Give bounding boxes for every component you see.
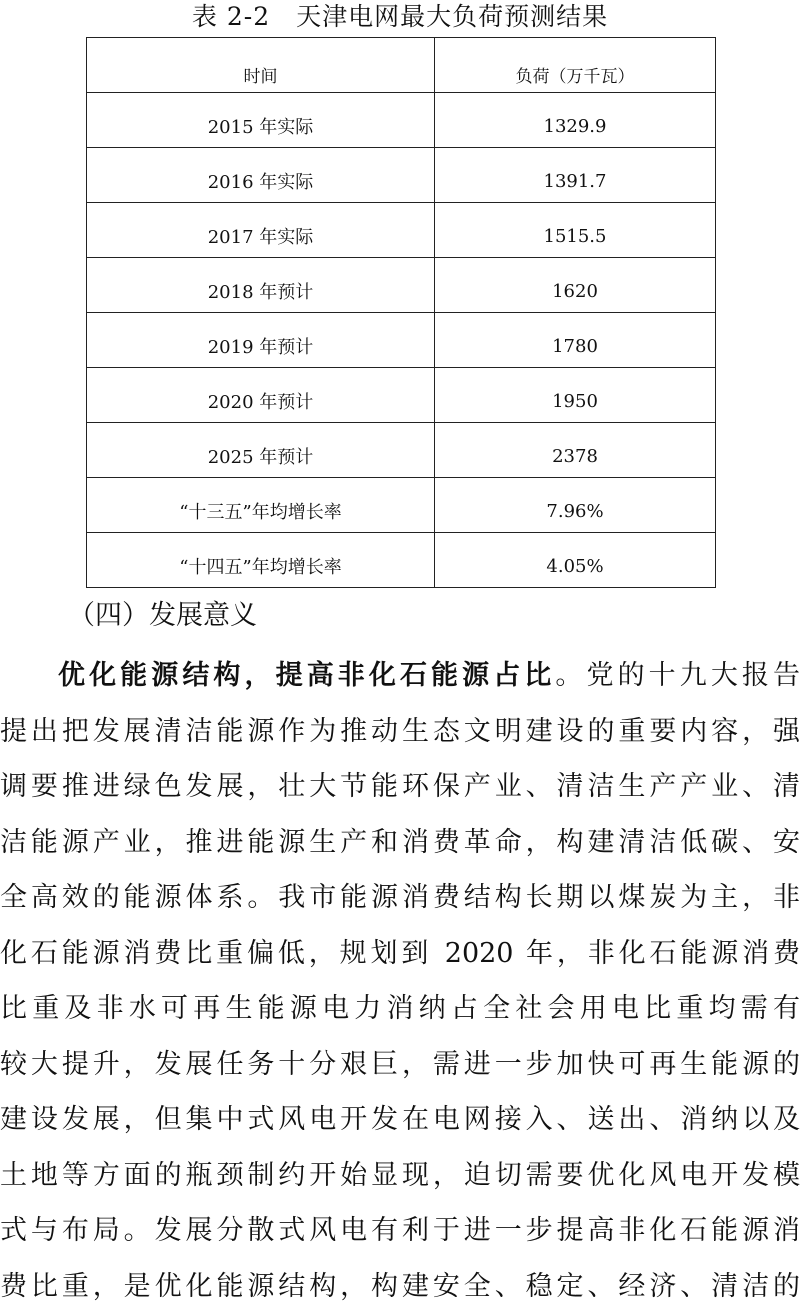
row-label: 2015 年实际 <box>87 93 435 148</box>
row-value: 7.96% <box>435 478 716 533</box>
table-row <box>87 533 716 588</box>
paragraph-lead-bold: 优化能源结构，提高非化石能源占比 <box>58 660 555 691</box>
load-forecast-table <box>86 37 716 588</box>
paragraph-line: 比重及非水可再生能源电力消纳占全社会用电比重均需有 <box>0 981 800 1037</box>
paragraph-line: 提出把发展清洁能源作为推动生态文明建设的重要内容，强 <box>0 704 800 760</box>
table-row <box>87 478 716 533</box>
table-row <box>87 148 716 203</box>
column-header-time: 时间 <box>87 38 435 93</box>
section-heading: （四）发展意义 <box>68 596 257 636</box>
paragraph-line: 化石能源消费比重偏低，规划到 2020 年，非化石能源消费 <box>0 926 800 982</box>
paragraph-line: 土地等方面的瓶颈制约开始显现，迫切需要优化风电开发模 <box>0 1148 800 1204</box>
paragraph-line: 费比重，是优化能源结构，构建安全、稳定、经济、清洁的 <box>0 1259 800 1314</box>
row-value: 1515.5 <box>435 203 716 258</box>
paragraph-line: 调要推进绿色发展，壮大节能环保产业、清洁生产产业、清 <box>0 759 800 815</box>
row-value: 1620 <box>435 258 716 313</box>
row-value: 2378 <box>435 423 716 478</box>
row-label: 2017 年实际 <box>87 203 435 258</box>
row-label: “十三五”年均增长率 <box>87 478 435 533</box>
row-label: 2016 年实际 <box>87 148 435 203</box>
table-row <box>87 368 716 423</box>
row-value: 4.05% <box>435 533 716 588</box>
row-value: 1329.9 <box>435 93 716 148</box>
paragraph-line <box>0 648 800 704</box>
row-label: 2025 年预计 <box>87 423 435 478</box>
row-label: 2020 年预计 <box>87 368 435 423</box>
table-header-row <box>87 38 716 93</box>
row-label: 2019 年预计 <box>87 313 435 368</box>
body-paragraph <box>0 648 800 1314</box>
column-header-load: 负荷（万千瓦） <box>435 38 716 93</box>
paragraph-line: 建设发展，但集中式风电开发在电网接入、送出、消纳以及 <box>0 1092 800 1148</box>
row-value: 1391.7 <box>435 148 716 203</box>
row-value: 1780 <box>435 313 716 368</box>
table-caption: 表 2-2 天津电网最大负荷预测结果 <box>0 2 800 32</box>
table-row <box>87 423 716 478</box>
paragraph-line-text: 。党的十九大报告 <box>555 660 800 691</box>
table-row <box>87 313 716 368</box>
table-row <box>87 203 716 258</box>
paragraph-line: 全高效的能源体系。我市能源消费结构长期以煤炭为主，非 <box>0 870 800 926</box>
row-label: “十四五”年均增长率 <box>87 533 435 588</box>
paragraph-line: 洁能源产业，推进能源生产和消费革命，构建清洁低碳、安 <box>0 815 800 871</box>
paragraph-line: 式与布局。发展分散式风电有利于进一步提高非化石能源消 <box>0 1203 800 1259</box>
table-row <box>87 93 716 148</box>
row-label: 2018 年预计 <box>87 258 435 313</box>
row-value: 1950 <box>435 368 716 423</box>
table-row <box>87 258 716 313</box>
paragraph-line: 较大提升，发展任务十分艰巨，需进一步加快可再生能源的 <box>0 1037 800 1093</box>
